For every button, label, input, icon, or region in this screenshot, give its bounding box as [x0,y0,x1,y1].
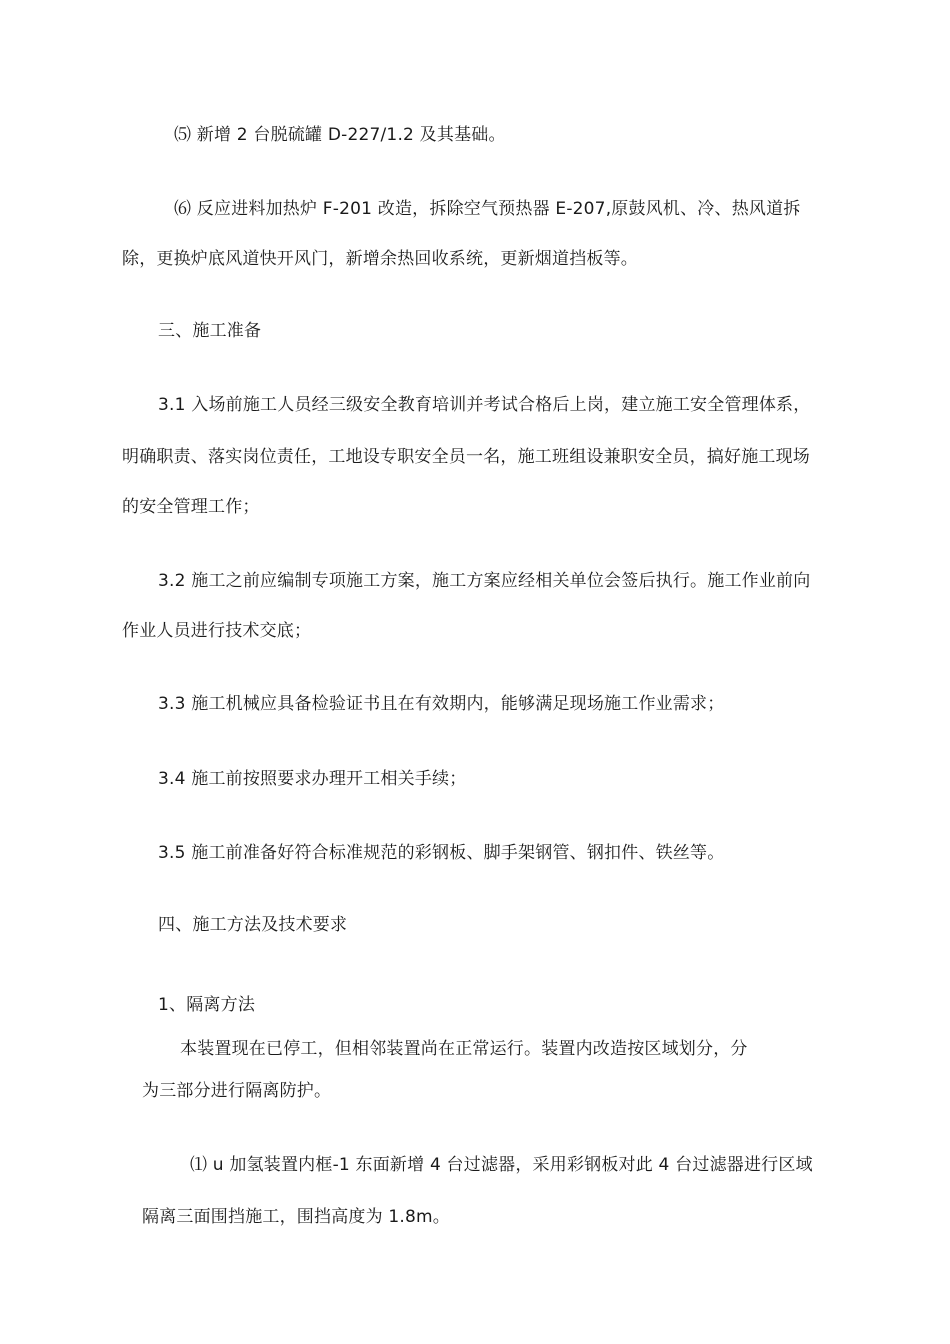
paragraph-3-5: 3.5 施工前准备好符合标准规范的彩钢板、脚手架钢管、钢扣件、铁丝等。 [158,843,725,863]
subsection-heading-1: 1、隔离方法 [158,995,256,1015]
paragraph-item-1-line-2: 隔离三面围挡施工，围挡高度为 1.8m。 [142,1207,450,1227]
paragraph-isolation-line-1: 本装置现在已停工，但相邻装置尚在正常运行。装置内改造按区域划分，分 [180,1039,748,1059]
paragraph-3-1-line-1: 3.1 入场前施工人员经三级安全教育培训并考试合格后上岗，建立施工安全管理体系， [158,395,811,415]
paragraph-3-2-line-1: 3.2 施工之前应编制专项施工方案，施工方案应经相关单位会签后执行。施工作业前向 [158,571,811,591]
paragraph-3-3: 3.3 施工机械应具备检验证书且在有效期内，能够满足现场施工作业需求； [158,694,725,714]
paragraph-3-4: 3.4 施工前按照要求办理开工相关手续； [158,769,467,789]
paragraph-item-6-line-1: ⑹ 反应进料加热炉 F-201 改造，拆除空气预热器 E-207,原鼓风机、冷、热风道拆 [174,199,801,219]
paragraph-3-1-line-2: 明确职责、落实岗位责任，工地设专职安全员一名，施工班组设兼职安全员，搞好施工现场 [122,447,810,467]
paragraph-3-1-line-3: 的安全管理工作； [122,497,260,517]
section-heading-3: 三、施工准备 [158,321,262,341]
section-heading-4: 四、施工方法及技术要求 [158,915,348,935]
paragraph-item-5: ⑸ 新增 2 台脱硫罐 D-227/1.2 及其基础。 [174,125,506,145]
paragraph-isolation-line-2: 为三部分进行隔离防护。 [142,1081,332,1101]
paragraph-item-6-line-2: 除，更换炉底风道快开风门，新增余热回收系统，更新烟道挡板等。 [122,249,638,269]
paragraph-item-1-line-1: ⑴ u 加氢装置内框-1 东面新增 4 台过滤器，采用彩钢板对此 4 台过滤器进行区域 [190,1155,813,1175]
paragraph-3-2-line-2: 作业人员进行技术交底； [122,621,312,641]
